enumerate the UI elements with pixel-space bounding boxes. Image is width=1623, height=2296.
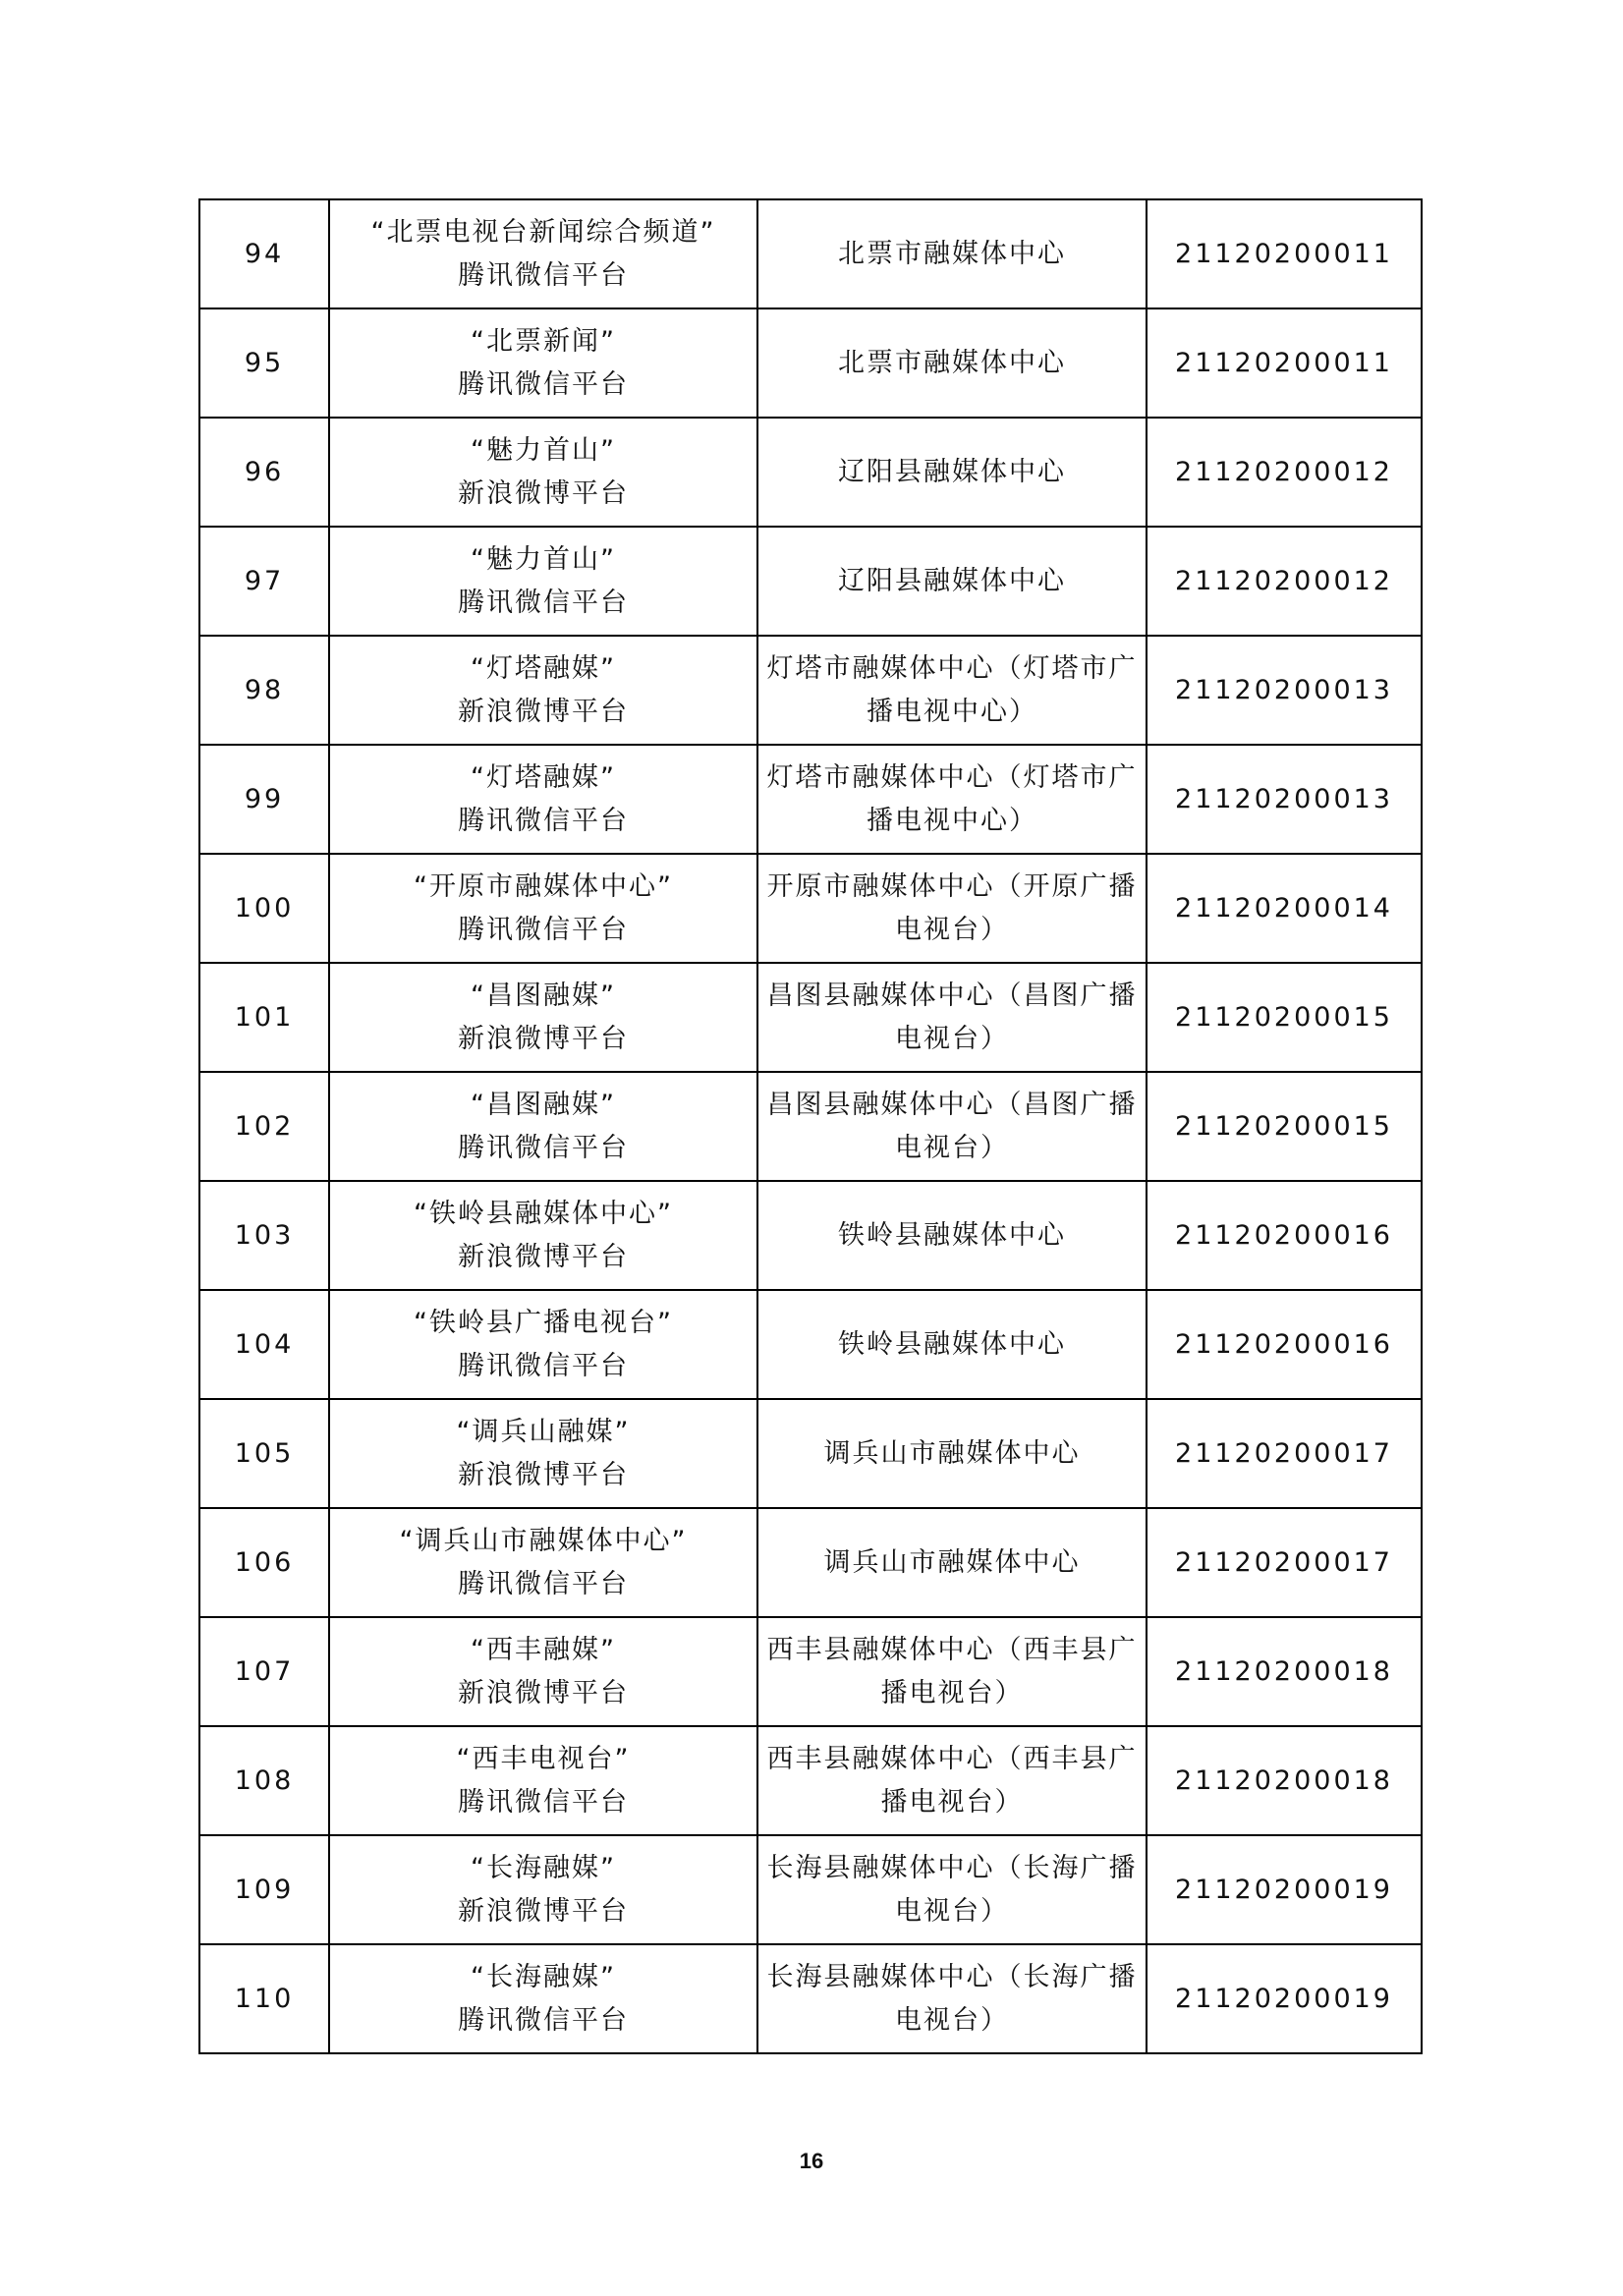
row-number: 107 xyxy=(199,1617,329,1726)
license-number: 21120200011 xyxy=(1147,308,1422,418)
license-number: 21120200015 xyxy=(1147,1072,1422,1181)
organization-cell xyxy=(757,636,1147,745)
row-number: 109 xyxy=(199,1835,329,1944)
platform-name: 腾讯微信平台 xyxy=(458,1568,629,1599)
license-number: 21120200018 xyxy=(1147,1726,1422,1835)
registry-table xyxy=(198,198,1423,2054)
table-row xyxy=(199,418,1422,527)
organization-name: 铁岭县融媒体中心 xyxy=(838,1328,1066,1360)
organization-cell xyxy=(757,199,1147,308)
row-number: 100 xyxy=(199,854,329,963)
table-row xyxy=(199,854,1422,963)
license-number: 21120200016 xyxy=(1147,1290,1422,1399)
organization-cell xyxy=(757,1835,1147,1944)
platform-name: 腾讯微信平台 xyxy=(458,368,629,400)
organization-name: 昌图县融媒体中心（昌图广播电视台） xyxy=(766,1089,1138,1163)
platform-name: 新浪微博平台 xyxy=(458,696,629,727)
organization-name: 灯塔市融媒体中心（灯塔市广播电视中心） xyxy=(766,761,1138,836)
license-number: 21120200019 xyxy=(1147,1835,1422,1944)
table-row xyxy=(199,1944,1422,2053)
account-name: “灯塔融媒” xyxy=(471,761,616,793)
table-row xyxy=(199,199,1422,308)
table-row xyxy=(199,963,1422,1072)
account-name: “北票新闻” xyxy=(471,325,616,357)
registry-table-body xyxy=(199,199,1422,2053)
organization-name: 灯塔市融媒体中心（灯塔市广播电视中心） xyxy=(766,652,1138,727)
table-row xyxy=(199,527,1422,636)
account-name: “灯塔融媒” xyxy=(471,652,616,684)
row-number: 103 xyxy=(199,1181,329,1290)
license-number: 21120200013 xyxy=(1147,636,1422,745)
platform-name: 腾讯微信平台 xyxy=(458,259,629,291)
license-number: 21120200017 xyxy=(1147,1399,1422,1508)
platform-name: 腾讯微信平台 xyxy=(458,914,629,945)
table-row xyxy=(199,1835,1422,1944)
license-number: 21120200012 xyxy=(1147,527,1422,636)
organization-cell xyxy=(757,1508,1147,1617)
platform-name: 腾讯微信平台 xyxy=(458,1132,629,1163)
account-name-cell xyxy=(329,418,757,527)
organization-name: 辽阳县融媒体中心 xyxy=(838,456,1066,487)
account-name: “魅力首山” xyxy=(471,543,616,575)
table-row xyxy=(199,1181,1422,1290)
row-number: 110 xyxy=(199,1944,329,2053)
table-row xyxy=(199,1726,1422,1835)
account-name-cell xyxy=(329,1072,757,1181)
account-name-cell xyxy=(329,199,757,308)
account-name: “北票电视台新闻综合频道” xyxy=(370,216,716,248)
license-number: 21120200018 xyxy=(1147,1617,1422,1726)
license-number: 21120200017 xyxy=(1147,1508,1422,1617)
organization-name: 西丰县融媒体中心（西丰县广播电视台） xyxy=(766,1743,1138,1818)
organization-cell xyxy=(757,1181,1147,1290)
table-row xyxy=(199,1072,1422,1181)
row-number: 108 xyxy=(199,1726,329,1835)
account-name-cell xyxy=(329,527,757,636)
organization-name: 调兵山市融媒体中心 xyxy=(823,1546,1081,1578)
organization-cell xyxy=(757,1072,1147,1181)
row-number: 96 xyxy=(199,418,329,527)
row-number: 106 xyxy=(199,1508,329,1617)
account-name: “铁岭县融媒体中心” xyxy=(414,1198,673,1229)
account-name: “调兵山融媒” xyxy=(456,1416,631,1447)
platform-name: 新浪微博平台 xyxy=(458,1241,629,1272)
platform-name: 腾讯微信平台 xyxy=(458,1786,629,1818)
row-number: 99 xyxy=(199,745,329,854)
table-row xyxy=(199,1399,1422,1508)
table-row xyxy=(199,1617,1422,1726)
license-number: 21120200011 xyxy=(1147,199,1422,308)
organization-name: 调兵山市融媒体中心 xyxy=(823,1437,1081,1469)
account-name-cell xyxy=(329,854,757,963)
organization-name: 长海县融媒体中心（长海广播电视台） xyxy=(766,1961,1138,2036)
account-name-cell xyxy=(329,1835,757,1944)
table-row xyxy=(199,1508,1422,1617)
platform-name: 腾讯微信平台 xyxy=(458,587,629,618)
organization-name: 昌图县融媒体中心（昌图广播电视台） xyxy=(766,980,1138,1054)
license-number: 21120200014 xyxy=(1147,854,1422,963)
account-name: “长海融媒” xyxy=(471,1961,616,1992)
organization-cell xyxy=(757,527,1147,636)
platform-name: 新浪微博平台 xyxy=(458,1895,629,1927)
row-number: 101 xyxy=(199,963,329,1072)
organization-name: 长海县融媒体中心（长海广播电视台） xyxy=(766,1852,1138,1927)
organization-cell xyxy=(757,1290,1147,1399)
license-number: 21120200016 xyxy=(1147,1181,1422,1290)
organization-cell xyxy=(757,854,1147,963)
license-number: 21120200019 xyxy=(1147,1944,1422,2053)
table-row xyxy=(199,1290,1422,1399)
account-name: “西丰电视台” xyxy=(456,1743,631,1774)
platform-name: 新浪微博平台 xyxy=(458,1023,629,1054)
organization-name: 开原市融媒体中心（开原广播电视台） xyxy=(766,870,1138,945)
row-number: 97 xyxy=(199,527,329,636)
license-number: 21120200015 xyxy=(1147,963,1422,1072)
organization-name: 辽阳县融媒体中心 xyxy=(838,565,1066,596)
platform-name: 新浪微博平台 xyxy=(458,1459,629,1490)
platform-name: 腾讯微信平台 xyxy=(458,805,629,836)
account-name: “魅力首山” xyxy=(471,434,616,466)
organization-cell xyxy=(757,1726,1147,1835)
organization-name: 西丰县融媒体中心（西丰县广播电视台） xyxy=(766,1634,1138,1708)
row-number: 105 xyxy=(199,1399,329,1508)
organization-cell xyxy=(757,963,1147,1072)
row-number: 104 xyxy=(199,1290,329,1399)
account-name: “西丰融媒” xyxy=(471,1634,616,1665)
account-name-cell xyxy=(329,636,757,745)
table-row xyxy=(199,636,1422,745)
organization-name: 北票市融媒体中心 xyxy=(838,238,1066,269)
license-number: 21120200013 xyxy=(1147,745,1422,854)
table-row xyxy=(199,745,1422,854)
organization-cell xyxy=(757,418,1147,527)
account-name: “长海融媒” xyxy=(471,1852,616,1883)
row-number: 95 xyxy=(199,308,329,418)
account-name-cell xyxy=(329,1944,757,2053)
account-name: “调兵山市融媒体中心” xyxy=(399,1525,688,1556)
organization-cell xyxy=(757,308,1147,418)
row-number: 98 xyxy=(199,636,329,745)
table-row xyxy=(199,308,1422,418)
account-name-cell xyxy=(329,1617,757,1726)
account-name: “昌图融媒” xyxy=(471,980,616,1011)
organization-cell xyxy=(757,1399,1147,1508)
account-name-cell xyxy=(329,308,757,418)
license-number: 21120200012 xyxy=(1147,418,1422,527)
account-name-cell xyxy=(329,1399,757,1508)
account-name: “铁岭县广播电视台” xyxy=(414,1307,673,1338)
account-name-cell xyxy=(329,1508,757,1617)
organization-cell xyxy=(757,745,1147,854)
account-name-cell xyxy=(329,1726,757,1835)
row-number: 102 xyxy=(199,1072,329,1181)
account-name-cell xyxy=(329,1290,757,1399)
page-number: 16 xyxy=(799,2149,824,2173)
platform-name: 新浪微博平台 xyxy=(458,1677,629,1708)
organization-cell xyxy=(757,1617,1147,1726)
account-name-cell xyxy=(329,963,757,1072)
organization-name: 铁岭县融媒体中心 xyxy=(838,1219,1066,1251)
account-name: “昌图融媒” xyxy=(471,1089,616,1120)
account-name-cell xyxy=(329,1181,757,1290)
platform-name: 新浪微博平台 xyxy=(458,477,629,509)
platform-name: 腾讯微信平台 xyxy=(458,2004,629,2036)
account-name: “开原市融媒体中心” xyxy=(414,870,673,902)
account-name-cell xyxy=(329,745,757,854)
platform-name: 腾讯微信平台 xyxy=(458,1350,629,1381)
organization-name: 北票市融媒体中心 xyxy=(838,347,1066,378)
row-number: 94 xyxy=(199,199,329,308)
organization-cell xyxy=(757,1944,1147,2053)
